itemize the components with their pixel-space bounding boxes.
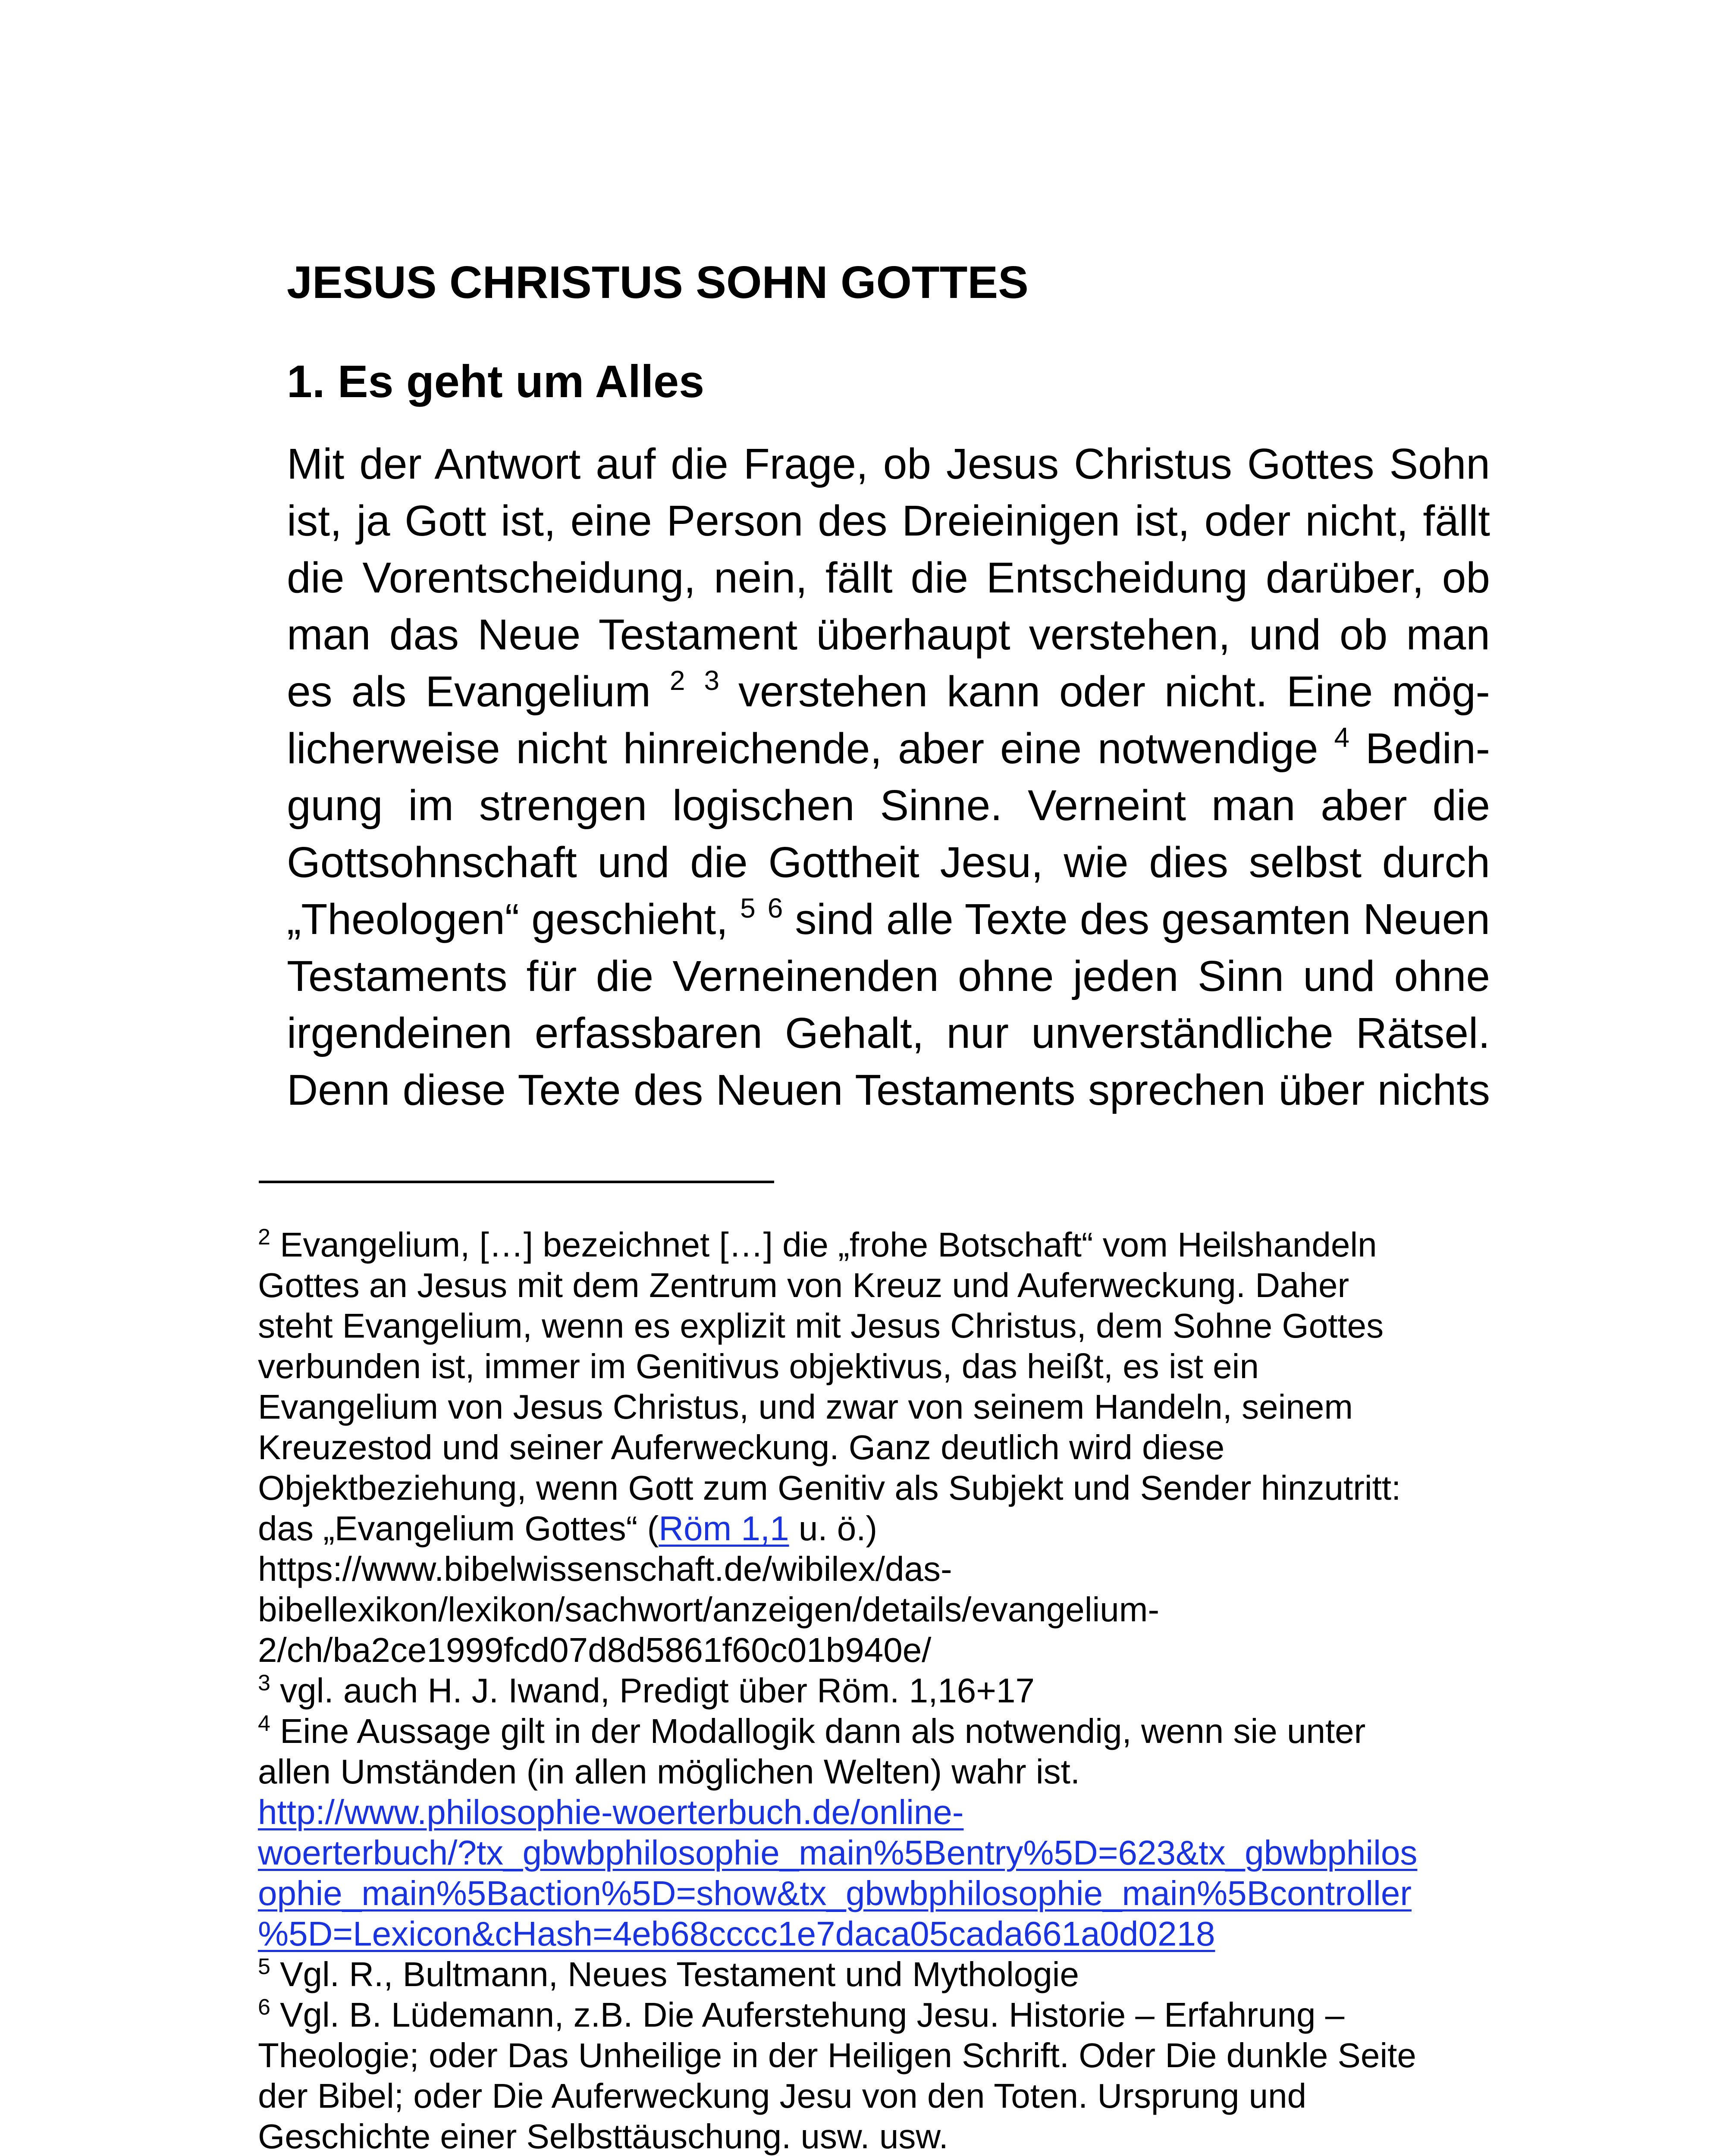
body-line: Testaments für die Verneinenden ohne jeden Sinn und ohne: [287, 952, 1490, 1000]
body-line: man das Neue Testament überhaupt verstehen, und ob man: [287, 611, 1490, 659]
philosophy-dictionary-link[interactable]: woerterbuch/?tx_gbwbphilosophie_main%5Bentry%5D=623&tx_gbwbphilos: [258, 1833, 1418, 1872]
footnote-number: 4: [258, 1711, 270, 1736]
philosophy-dictionary-link[interactable]: %5D=Lexicon&cHash=4eb68cccc1e7daca05cada661a0d0218: [258, 1915, 1215, 1953]
footnote-number: 5: [258, 1954, 270, 1979]
footnote-text: Vgl. R., Bultmann, Neues Testament und Mythologie: [270, 1955, 1079, 1993]
footnote-text: Vgl. B. Lüdemann, z.B. Die Auferstehung Jesu. Historie – Erfahrung –: [270, 1996, 1345, 2034]
body-line: Mit der Antwort auf die Frage, ob Jesus Christus Gottes Sohn: [287, 440, 1490, 488]
body-line: [287, 720, 1490, 777]
footnote-text: u. ö.): [789, 1509, 878, 1548]
body-line: Gottsohnschaft und die Gottheit Jesu, wie dies selbst durch: [287, 838, 1490, 887]
footnote-number: 2: [258, 1225, 270, 1250]
footnote-text: der Bibel; oder Die Auferweckung Jesu von den Toten. Ursprung und: [258, 2077, 1307, 2115]
footnote-text: Eine Aussage gilt in der Modallogik dann als notwendig, wenn sie unter: [270, 1712, 1366, 1750]
footnote-ref-3[interactable]: 3: [704, 665, 720, 696]
footnotes: [258, 1225, 1478, 2156]
footnote-text: Evangelium, […] bezeichnet […] die „frohe Botschaft“ vom Heilshandeln: [270, 1225, 1377, 1264]
section-heading: 1. Es geht um Alles: [287, 356, 705, 407]
footnote-ref-2[interactable]: 2: [669, 665, 685, 696]
footnote-text: Geschichte einer Selbsttäuschung. usw. usw.: [258, 2117, 948, 2156]
footnote-text: verbunden ist, immer im Genitivus objektivus, das heißt, es ist ein: [258, 1347, 1259, 1385]
body-text-fragment: es als Evangelium: [287, 667, 670, 716]
footnote-link-line: [258, 1914, 1478, 1954]
footnote-3: [258, 1670, 1478, 1711]
body-line: die Vorentscheidung, nein, fällt die Entscheidung darüber, ob: [287, 554, 1490, 602]
philosophy-dictionary-link[interactable]: http://www.philosophie-woerterbuch.de/online-: [258, 1793, 964, 1831]
footnote-text: vgl. auch H. J. Iwand, Predigt über Röm. 1,16+17: [270, 1671, 1035, 1710]
footnote-url: https://www.bibelwissenschaft.de/wibilex/das-: [258, 1550, 952, 1588]
body-line: gung im strengen logischen Sinne. Verneint man aber die: [287, 781, 1490, 830]
footnote-text: Theologie; oder Das Unheilige in der Heiligen Schrift. Oder Die dunkle Seite: [258, 2036, 1416, 2075]
footnote-text: Objektbeziehung, wenn Gott zum Genitiv als Subjekt und Sender hinzutritt:: [258, 1469, 1401, 1507]
body-line: [287, 663, 1490, 720]
footnote-4: [258, 1711, 1478, 1752]
footnote-link-line: [258, 1833, 1478, 1873]
footnote-separator: [259, 1181, 774, 1183]
footnote-text: Evangelium von Jesus Christus, und zwar von seinem Handeln, seinem: [258, 1388, 1353, 1426]
footnote-ref-5[interactable]: 5: [740, 893, 756, 924]
body-line: [287, 891, 1490, 948]
body-text-fragment: „Theologen“ geschieht,: [287, 895, 740, 943]
footnote-ref-4[interactable]: 4: [1334, 722, 1350, 753]
body-text-fragment: verstehen kann oder nicht. Eine mög-: [738, 667, 1490, 716]
footnote-text: allen Umständen (in allen möglichen Welten) wahr ist.: [258, 1752, 1080, 1791]
footnote-2: [258, 1225, 1478, 1265]
bible-reference-link[interactable]: Röm 1,1: [659, 1509, 789, 1548]
footnote-text: das „Evangelium Gottes“ (: [258, 1509, 659, 1548]
body-text-fragment: licherweise nicht hinreichende, aber eine notwendige: [287, 724, 1334, 773]
footnote-line: [258, 1508, 1478, 1549]
body-text-fragment: sind alle Texte des gesamten Neuen: [783, 895, 1490, 943]
footnote-text: Gottes an Jesus mit dem Zentrum von Kreuz und Auferweckung. Daher: [258, 1266, 1349, 1304]
document-title: JESUS CHRISTUS SOHN GOTTES: [287, 257, 1029, 308]
footnote-link-line: [258, 1792, 1478, 1833]
footnote-url: bibellexikon/lexikon/sachwort/anzeigen/details/evangelium-: [258, 1590, 1160, 1629]
footnote-5: [258, 1954, 1478, 1995]
footnote-link-line: [258, 1873, 1478, 1914]
body-line: irgendeinen erfassbaren Gehalt, nur unverständliche Rätsel.: [287, 1009, 1490, 1057]
footnote-url: 2/ch/ba2ce1999fcd07d8d5861f60c01b940e/: [258, 1631, 932, 1669]
body-line: Denn diese Texte des Neuen Testaments sprechen über nichts: [287, 1066, 1490, 1114]
body-paragraph: [287, 436, 1490, 1119]
philosophy-dictionary-link[interactable]: ophie_main%5Baction%5D=show&tx_gbwbphilosophie_main%5Bcontroller: [258, 1874, 1412, 1912]
body-line: ist, ja Gott ist, eine Person des Dreieinigen ist, oder nicht, fällt: [287, 497, 1490, 545]
footnote-text: Kreuzestod und seiner Auferweckung. Ganz deutlich wird diese: [258, 1428, 1225, 1467]
footnote-6: [258, 1995, 1478, 2035]
footnote-number: 6: [258, 1995, 270, 2020]
footnote-ref-6[interactable]: 6: [767, 893, 783, 924]
footnote-number: 3: [258, 1670, 270, 1695]
body-text-fragment: Bedin-: [1349, 724, 1490, 773]
footnote-text: steht Evangelium, wenn es explizit mit Jesus Christus, dem Sohne Gottes: [258, 1307, 1384, 1345]
